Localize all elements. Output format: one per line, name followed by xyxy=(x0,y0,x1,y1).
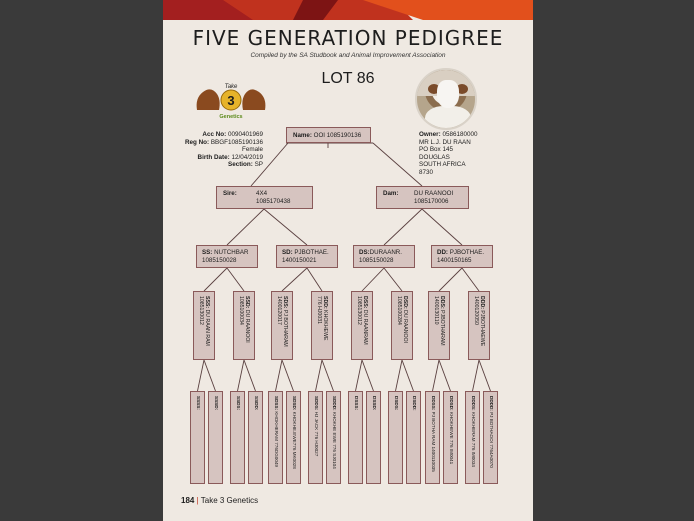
connector-line xyxy=(462,268,479,291)
page-number: 184 xyxy=(181,496,195,505)
gen5-box: DSDS: xyxy=(388,391,403,484)
connector-line xyxy=(204,360,216,391)
gen5-box: DSSS: xyxy=(348,391,363,484)
connector-line xyxy=(251,143,288,186)
acc-no: 0090401969 xyxy=(227,131,263,138)
gen5-box: DDDS: KHOKHERAM 776 IM0034 xyxy=(465,391,480,484)
logo-number: 3 xyxy=(227,93,235,108)
gen5-box: SSDS: xyxy=(230,391,245,484)
gen4-box: SSS: DU RAAN RAM 1085130012 xyxy=(193,291,215,360)
gen5-box: SDSS: KHOKHERAM 776DG0049 xyxy=(268,391,283,484)
connector-line xyxy=(439,268,462,291)
section: SP xyxy=(254,161,263,168)
connector-line xyxy=(362,268,384,291)
dam-box: Dam: DU RAANOOI 1085170006 xyxy=(376,186,469,209)
connector-line xyxy=(433,360,440,391)
gen4-box: DDD: PJBOTHAEWE 1400120050 xyxy=(468,291,490,360)
connector-line xyxy=(422,209,462,245)
owner-info: Owner: 0586180000 MR L.J. DU RAAN PO Box 145 DOUGLAS SOUTH AFRICA 8730 xyxy=(419,131,478,176)
catalog-page xyxy=(163,0,533,521)
connector-line xyxy=(362,360,374,391)
ds-box: DS:DURAANR. 1085150028 xyxy=(353,245,415,268)
gen5-box: SSSS: xyxy=(190,391,205,484)
logo-genetics: Genetics xyxy=(219,114,243,120)
gen5-box: DSSD: xyxy=(366,391,381,484)
gen5-box: SSSD: xyxy=(208,391,223,484)
reg-no: BBGF1085190136 xyxy=(210,138,263,146)
connector-line xyxy=(322,360,334,391)
sex: Female xyxy=(242,146,263,153)
gen4-box: DDS: PJBOTHARAM 1400130110 xyxy=(428,291,450,360)
gen5-box: SDDS: HJ JACK 776 HJ0027 xyxy=(308,391,323,484)
page-title: FIVE GENERATION PEDIGREE xyxy=(192,26,504,50)
connector-line xyxy=(373,143,422,186)
connector-line xyxy=(238,360,245,391)
logo-take: Take xyxy=(224,84,238,90)
page-subtitle: Compiled by the SA Studbook and Animal Improvement Association xyxy=(250,52,446,59)
gen5-box: DDSD: KHOKHEWE 776 IM0041 xyxy=(443,391,458,484)
connector-line xyxy=(316,360,323,391)
connector-line xyxy=(473,360,480,391)
connector-line xyxy=(356,360,363,391)
connector-line xyxy=(439,360,451,391)
gen4-box: DSD: DU RAANOOI 1085100284 xyxy=(391,291,413,360)
connector-line xyxy=(204,268,227,291)
connector-line xyxy=(264,209,307,245)
connector-line xyxy=(276,360,283,391)
connector-line xyxy=(282,268,307,291)
ss-box: SS: NUTCHBAR 1085150028 xyxy=(196,245,258,268)
sire-box: Sire: 4X4 1085170438 xyxy=(216,186,313,209)
connector-line xyxy=(307,268,322,291)
gen4-box: DSS: DU RAANRAM 1085130012 xyxy=(351,291,373,360)
connector-line xyxy=(198,360,205,391)
gen5-box: DDDD: PJ BOTHAOOI 7764A0070 xyxy=(483,391,498,484)
animal-info: Acc No: 0090401969 Reg No: BBGF1085190136 Female Birth Date: 12/04/2019 Section: SP xyxy=(163,131,263,169)
birth-date: 12/04/2019 xyxy=(231,153,263,161)
connector-line xyxy=(282,360,294,391)
gen4-box: SDS: PJ BOTHARAM 1400120017 xyxy=(271,291,293,360)
page-footer: 184 | Take 3 Genetics xyxy=(181,496,259,505)
connector-line xyxy=(384,268,402,291)
lot-number: LOT 86 xyxy=(321,70,375,87)
connector-line xyxy=(402,360,414,391)
connector-line xyxy=(384,209,422,245)
publication-name: Take 3 Genetics xyxy=(200,496,259,505)
connector-line xyxy=(479,360,491,391)
gen5-box: SDSD: KHOKHE.EWE776 MK0028 xyxy=(286,391,301,484)
sd-box: SD: PJBOTHAE. 1400150021 xyxy=(276,245,338,268)
connector-line xyxy=(244,360,256,391)
gen4-box: SDD: KHOKHEWE 776 HJ0031 xyxy=(311,291,333,360)
connector-line xyxy=(227,268,244,291)
gen5-box: DSDD: xyxy=(406,391,421,484)
gen5-box: SDDD: KHOKHE EWE 776 SJ0104 xyxy=(326,391,341,484)
gen4-box: SSD: DU RAANOOI 1085100034 xyxy=(233,291,255,360)
gen5-box: DDSS: PJ BOTHA RAM 1400110035 xyxy=(425,391,440,484)
connector-line xyxy=(396,360,403,391)
connector-line xyxy=(227,209,264,245)
name-box: Name: OOI 1085190136 xyxy=(286,127,371,143)
owner-id: 0586180000 xyxy=(442,131,478,138)
dd-box: DD: PJBOTHAE. 1400150165 xyxy=(431,245,493,268)
gen5-box: SSDD: xyxy=(248,391,263,484)
